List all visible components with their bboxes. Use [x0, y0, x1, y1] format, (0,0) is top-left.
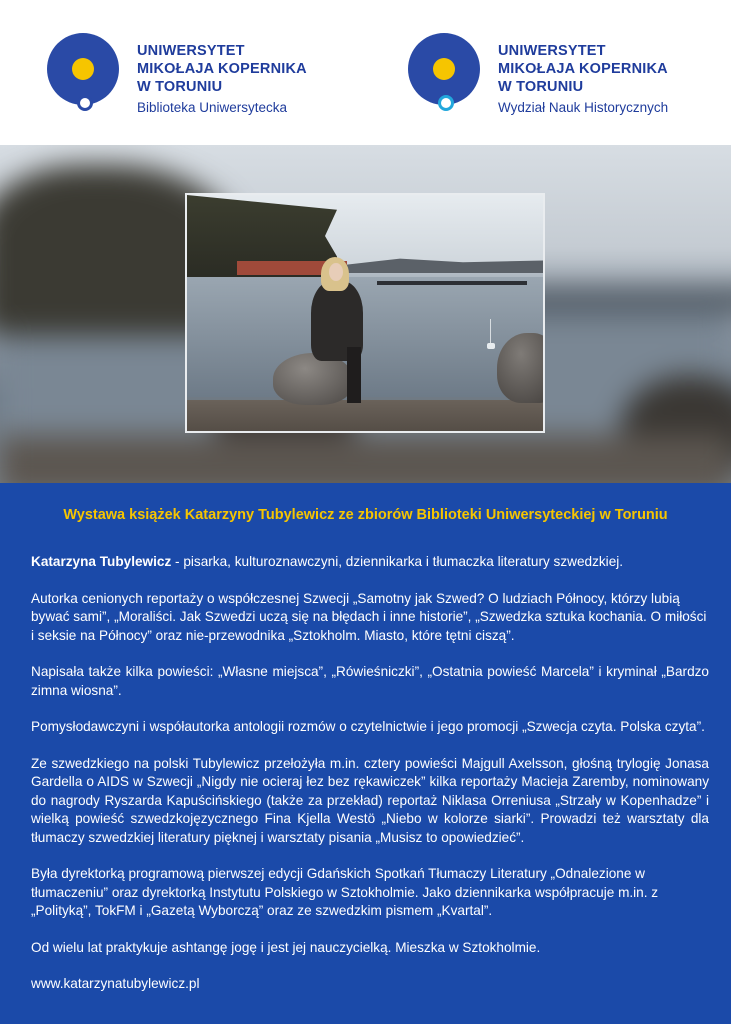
reportage-paragraph: Autorka cenionych reportaży o współczesnej Szwecji „Samotny jak Szwed? O ludziach Północy, którzy lubią bywać sami”, „Moraliści. Jak Szwedzi uczą się na błędach i inne historie”, „Szwedzka sztuka kochania. O miłości i seksie na Północy” oraz nie-przewodnika „Sztokholm. Miasto, które tętni ciszą”.: [31, 590, 707, 643]
umk-logo-icon: [408, 33, 484, 113]
exhibition-title: Wystawa książek Katarzyny Tubylewicz ze zbiorów Biblioteki Uniwersyteckiej w Toruniu: [63, 507, 668, 523]
novels-paragraph: Napisała także kilka powieści: „Własne miejsca”, „Rówieśniczki”, „Ostatnia powieść Marcela” i kryminał „Bardzo zimna wiosna”.: [31, 664, 709, 698]
info-panel: [0, 483, 731, 1024]
logo-wydzial-nauk-historycznych: [408, 33, 668, 118]
anthology-paragraph: Pomysłodawczyni i współautorka antologii rozmów o czytelnictwie i jego promocji „Szwecja czyta. Polska czyta”.: [31, 719, 705, 734]
umk-logo-icon: [47, 33, 123, 113]
website-link[interactable]: www.katarzynatubylewicz.pl: [31, 976, 200, 991]
header: [0, 0, 731, 145]
university-name-line: UNIWERSYTET: [498, 43, 606, 59]
unit-name: Biblioteka Uniwersytecka: [137, 100, 288, 115]
unit-name: Wydział Nauk Historycznych: [498, 100, 669, 115]
intro-text: - pisarka, kulturoznawczyni, dziennikarka i tłumaczka literatury szwedzkiej.: [171, 554, 624, 569]
yoga-paragraph: Od wielu lat praktykuje ashtangę jogę i jest jej nauczycielką. Mieszka w Sztokholmie.: [31, 939, 541, 955]
panel-body: [31, 553, 709, 1012]
logo-text-right: [498, 42, 668, 118]
university-name-line: UNIWERSYTET: [137, 43, 245, 59]
university-name-line: W TORUNIU: [137, 79, 223, 95]
author-portrait-photo: [185, 193, 545, 433]
translations-paragraph: Ze szwedzkiego na polski Tubylewicz przełożyła m.in. cztery powieści Majgull Axelsson, głośną trylogię Jonasa Gardella o AIDS w Szwecji „Nigdy nie ocieraj łez bez rękawiczek” kilka reportaży Macieja Zaremby, nominowany do nagrody Ryszarda Kapuścińskiego (także za przekład) reportaż Niklasa Orreniusa „Strzały w Kopenhadze” i wielką powieść szwedzkojęzycznego Fina Kjella Westö „Niebo w kolorze siarki”. Prowadzi też warsztaty dla tłumaczy szwedzkiej literatury pięknej i warsztaty pisania „Musisz to opowiedzieć”.: [31, 755, 709, 845]
photo-band: [0, 145, 731, 483]
logo-biblioteka-uniwersytecka: [47, 33, 307, 118]
career-paragraph: Była dyrektorką programową pierwszej edycji Gdańskich Spotkań Tłumaczy Literatury „Odnalezione w tłumaczeniu” oraz dyrektorką Instytutu Polskiego w Sztokholmie. Jako dziennikarka współpracuje m.in. z „Polityką”, TokFM i „Gazetą Wyborczą” oraz ze szwedzkim pismem „Kvartal”.: [31, 866, 659, 918]
university-name-line: MIKOŁAJA KOPERNIKA: [498, 61, 668, 77]
university-name-line: MIKOŁAJA KOPERNIKA: [137, 61, 307, 77]
author-name: Katarzyna Tubylewicz: [31, 554, 172, 569]
intro-paragraph: [31, 553, 709, 572]
university-name-line: W TORUNIU: [498, 79, 584, 95]
logo-text-left: [137, 42, 307, 118]
